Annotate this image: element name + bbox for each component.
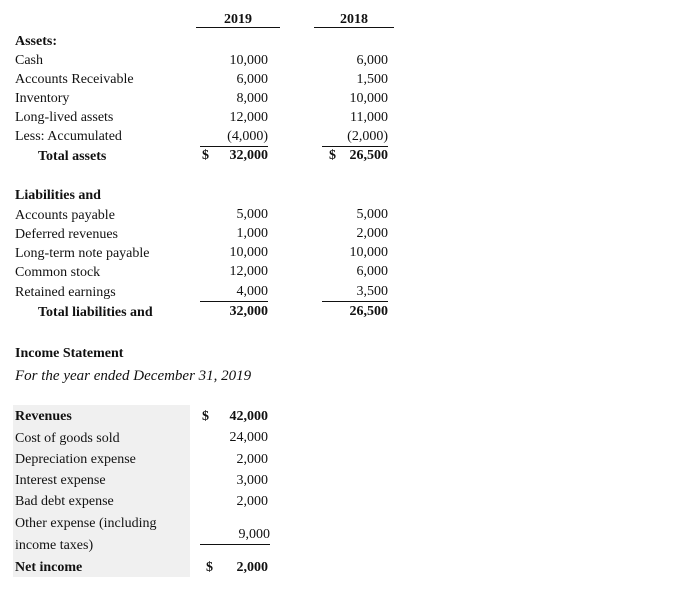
liability-label-note: Long-term note payable xyxy=(15,246,150,261)
total-assets-2018: 26,500 xyxy=(349,148,388,163)
liability-label-retained: Retained earnings xyxy=(15,285,116,300)
expense-interest-value: 3,000 xyxy=(236,473,268,488)
revenues-dollar: $ xyxy=(202,409,209,424)
liabilities-heading: Liabilities and xyxy=(15,188,101,203)
expense-label-interest: Interest expense xyxy=(15,473,106,488)
expense-depreciation-value: 2,000 xyxy=(236,452,268,467)
asset-receivable-2019: 6,000 xyxy=(236,72,268,87)
asset-long-lived-2018: 11,000 xyxy=(350,110,388,125)
year-2019-header: 2019 xyxy=(224,12,252,27)
liability-common-stock-2018: 6,000 xyxy=(356,264,388,279)
asset-label-accumulated: Less: Accumulated xyxy=(15,129,122,144)
total-assets-2018-dollar: $ xyxy=(329,148,336,163)
total-liabilities-2019: 32,000 xyxy=(229,304,268,319)
expense-label-other-line2: income taxes) xyxy=(15,538,94,553)
total-liabilities-label: Total liabilities and xyxy=(38,305,153,320)
asset-inventory-2019: 8,000 xyxy=(236,91,268,106)
liability-deferred-2018: 2,000 xyxy=(356,226,388,241)
net-income-dollar: $ xyxy=(206,560,213,575)
income-statement-subtitle: For the year ended December 31, 2019 xyxy=(15,368,252,384)
expense-other-value: 9,000 xyxy=(200,526,270,545)
total-assets-label: Total assets xyxy=(38,149,107,164)
liability-common-stock-2019: 12,000 xyxy=(229,264,268,279)
expense-cogs-value: 24,000 xyxy=(229,430,268,445)
liability-deferred-2019: 1,000 xyxy=(236,226,268,241)
asset-label-cash: Cash xyxy=(15,53,43,68)
liability-payable-2019: 5,000 xyxy=(236,207,268,222)
year-2018-header: 2018 xyxy=(340,12,368,27)
net-income-label: Net income xyxy=(15,560,83,575)
expense-label-other-line1: Other expense (including xyxy=(15,516,157,531)
asset-cash-2018: 6,000 xyxy=(356,53,388,68)
asset-accumulated-2019: (4,000) xyxy=(200,128,268,147)
asset-label-inventory: Inventory xyxy=(15,91,70,106)
expense-label-bad-debt: Bad debt expense xyxy=(15,494,114,509)
asset-long-lived-2019: 12,000 xyxy=(229,110,268,125)
revenues-value: 42,000 xyxy=(229,409,268,424)
asset-cash-2019: 10,000 xyxy=(229,53,268,68)
expense-label-cogs: Cost of goods sold xyxy=(15,431,120,446)
total-liabilities-2018: 26,500 xyxy=(349,304,388,319)
expense-label-depreciation: Depreciation expense xyxy=(15,452,136,467)
liability-payable-2018: 5,000 xyxy=(356,207,388,222)
liability-retained-2019: 4,000 xyxy=(200,283,268,302)
liability-label-payable: Accounts payable xyxy=(15,208,115,223)
asset-inventory-2018: 10,000 xyxy=(349,91,388,106)
asset-label-receivable: Accounts Receivable xyxy=(15,72,134,87)
revenues-label: Revenues xyxy=(15,409,72,424)
expense-bad-debt-value: 2,000 xyxy=(236,494,268,509)
liability-note-2018: 10,000 xyxy=(349,245,388,260)
liability-label-deferred: Deferred revenues xyxy=(15,227,118,242)
asset-receivable-2018: 1,500 xyxy=(356,72,388,87)
liability-note-2019: 10,000 xyxy=(229,245,268,260)
asset-label-long-lived: Long-lived assets xyxy=(15,110,114,125)
income-statement-title: Income Statement xyxy=(15,346,124,361)
asset-accumulated-2018: (2,000) xyxy=(322,128,388,147)
liability-retained-2018: 3,500 xyxy=(322,283,388,302)
liability-label-common-stock: Common stock xyxy=(15,265,101,280)
total-assets-2019: 32,000 xyxy=(229,148,268,163)
assets-heading: Assets: xyxy=(15,34,57,49)
total-assets-2019-dollar: $ xyxy=(202,148,209,163)
net-income-value: 2,000 xyxy=(236,560,268,575)
